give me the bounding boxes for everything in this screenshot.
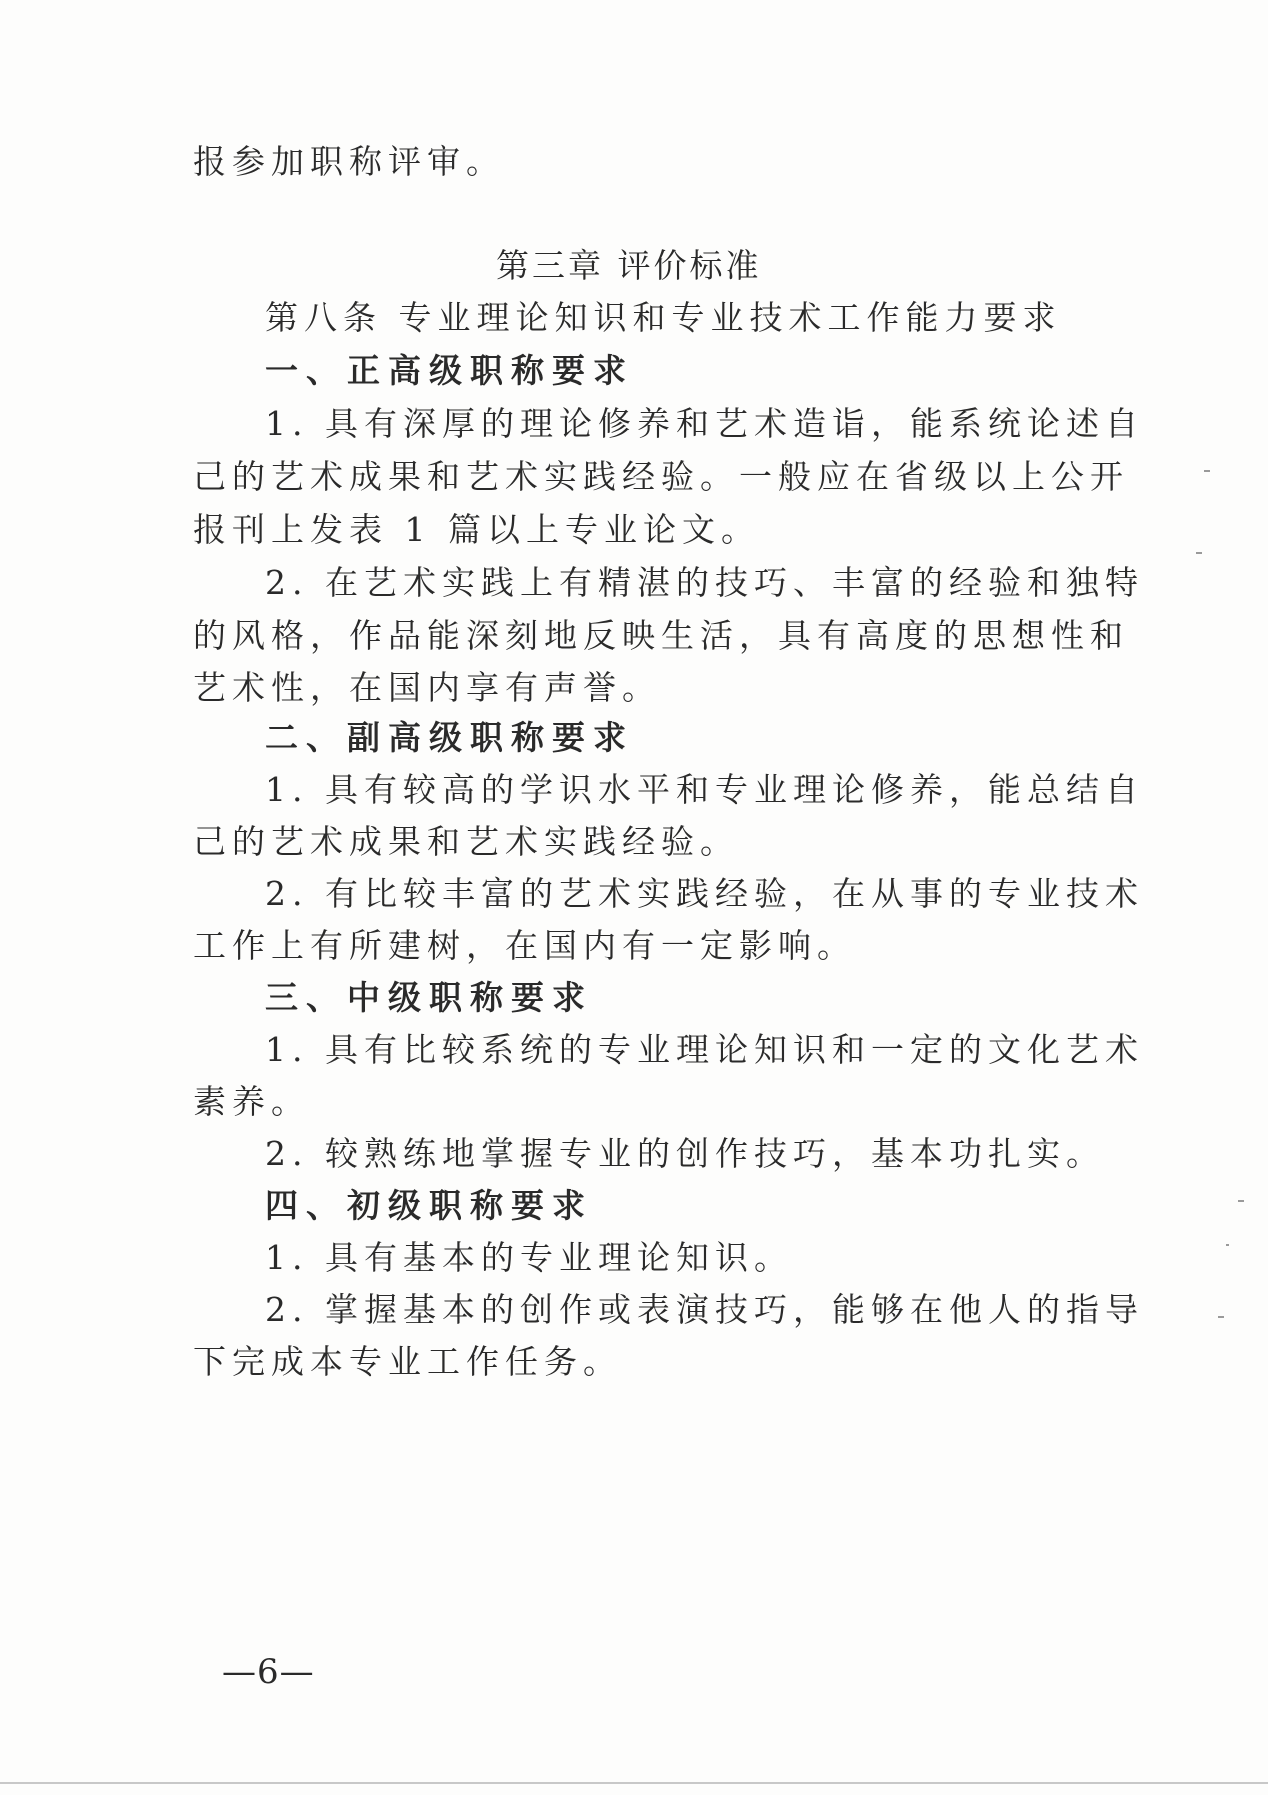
page-number: —6—: [222, 1652, 315, 1692]
scan-speck: [1196, 552, 1202, 554]
section-heading: 一、正高级职称要求: [265, 351, 634, 390]
paragraph-line: 1. 具有比较系统的专业理论知识和一定的文化艺术: [265, 1030, 1144, 1069]
scan-speck: [1238, 1200, 1244, 1202]
paragraph-line: 素养。: [193, 1082, 310, 1121]
paragraph-line: 下完成本专业工作任务。: [193, 1342, 622, 1381]
paragraph-line: 艺术性，在国内享有声誉。: [193, 668, 661, 707]
bottom-edge-line: [0, 1782, 1268, 1784]
paragraph-line: 的风格，作品能深刻地反映生活，具有高度的思想性和: [193, 616, 1129, 655]
article-title: 第八条 专业理论知识和专业技术工作能力要求: [265, 298, 1062, 337]
paragraph-line: 1. 具有较高的学识水平和专业理论修养，能总结自: [265, 770, 1144, 809]
paragraph-line: 2. 较熟练地掌握专业的创作技巧，基本功扎实。: [265, 1134, 1105, 1173]
paragraph-line: 2. 有比较丰富的艺术实践经验，在从事的专业技术: [265, 874, 1144, 913]
paragraph-line: 1. 具有基本的专业理论知识。: [265, 1238, 793, 1277]
paragraph-line: 己的艺术成果和艺术实践经验。一般应在省级以上公开: [193, 457, 1129, 496]
paragraph-line: 报刊上发表 1 篇以上专业论文。: [193, 510, 760, 549]
section-heading: 四、初级职称要求: [265, 1186, 593, 1225]
scan-speck: [1204, 470, 1210, 472]
paragraph-line: 1. 具有深厚的理论修养和艺术造诣，能系统论述自: [265, 404, 1144, 443]
paragraph-line: 2. 在艺术实践上有精湛的技巧、丰富的经验和独特: [265, 563, 1144, 602]
chapter-title: 第三章 评价标准: [496, 246, 762, 285]
continuation-text: 报参加职称评审。: [193, 142, 505, 181]
section-heading: 三、中级职称要求: [265, 978, 593, 1017]
paragraph-line: 己的艺术成果和艺术实践经验。: [193, 822, 739, 861]
scan-speck: [1226, 1244, 1229, 1246]
section-heading: 二、副高级职称要求: [265, 718, 634, 757]
paragraph-line: 工作上有所建树，在国内有一定影响。: [193, 926, 856, 965]
scan-speck: [1218, 1316, 1224, 1318]
paragraph-line: 2. 掌握基本的创作或表演技巧，能够在他人的指导: [265, 1290, 1144, 1329]
